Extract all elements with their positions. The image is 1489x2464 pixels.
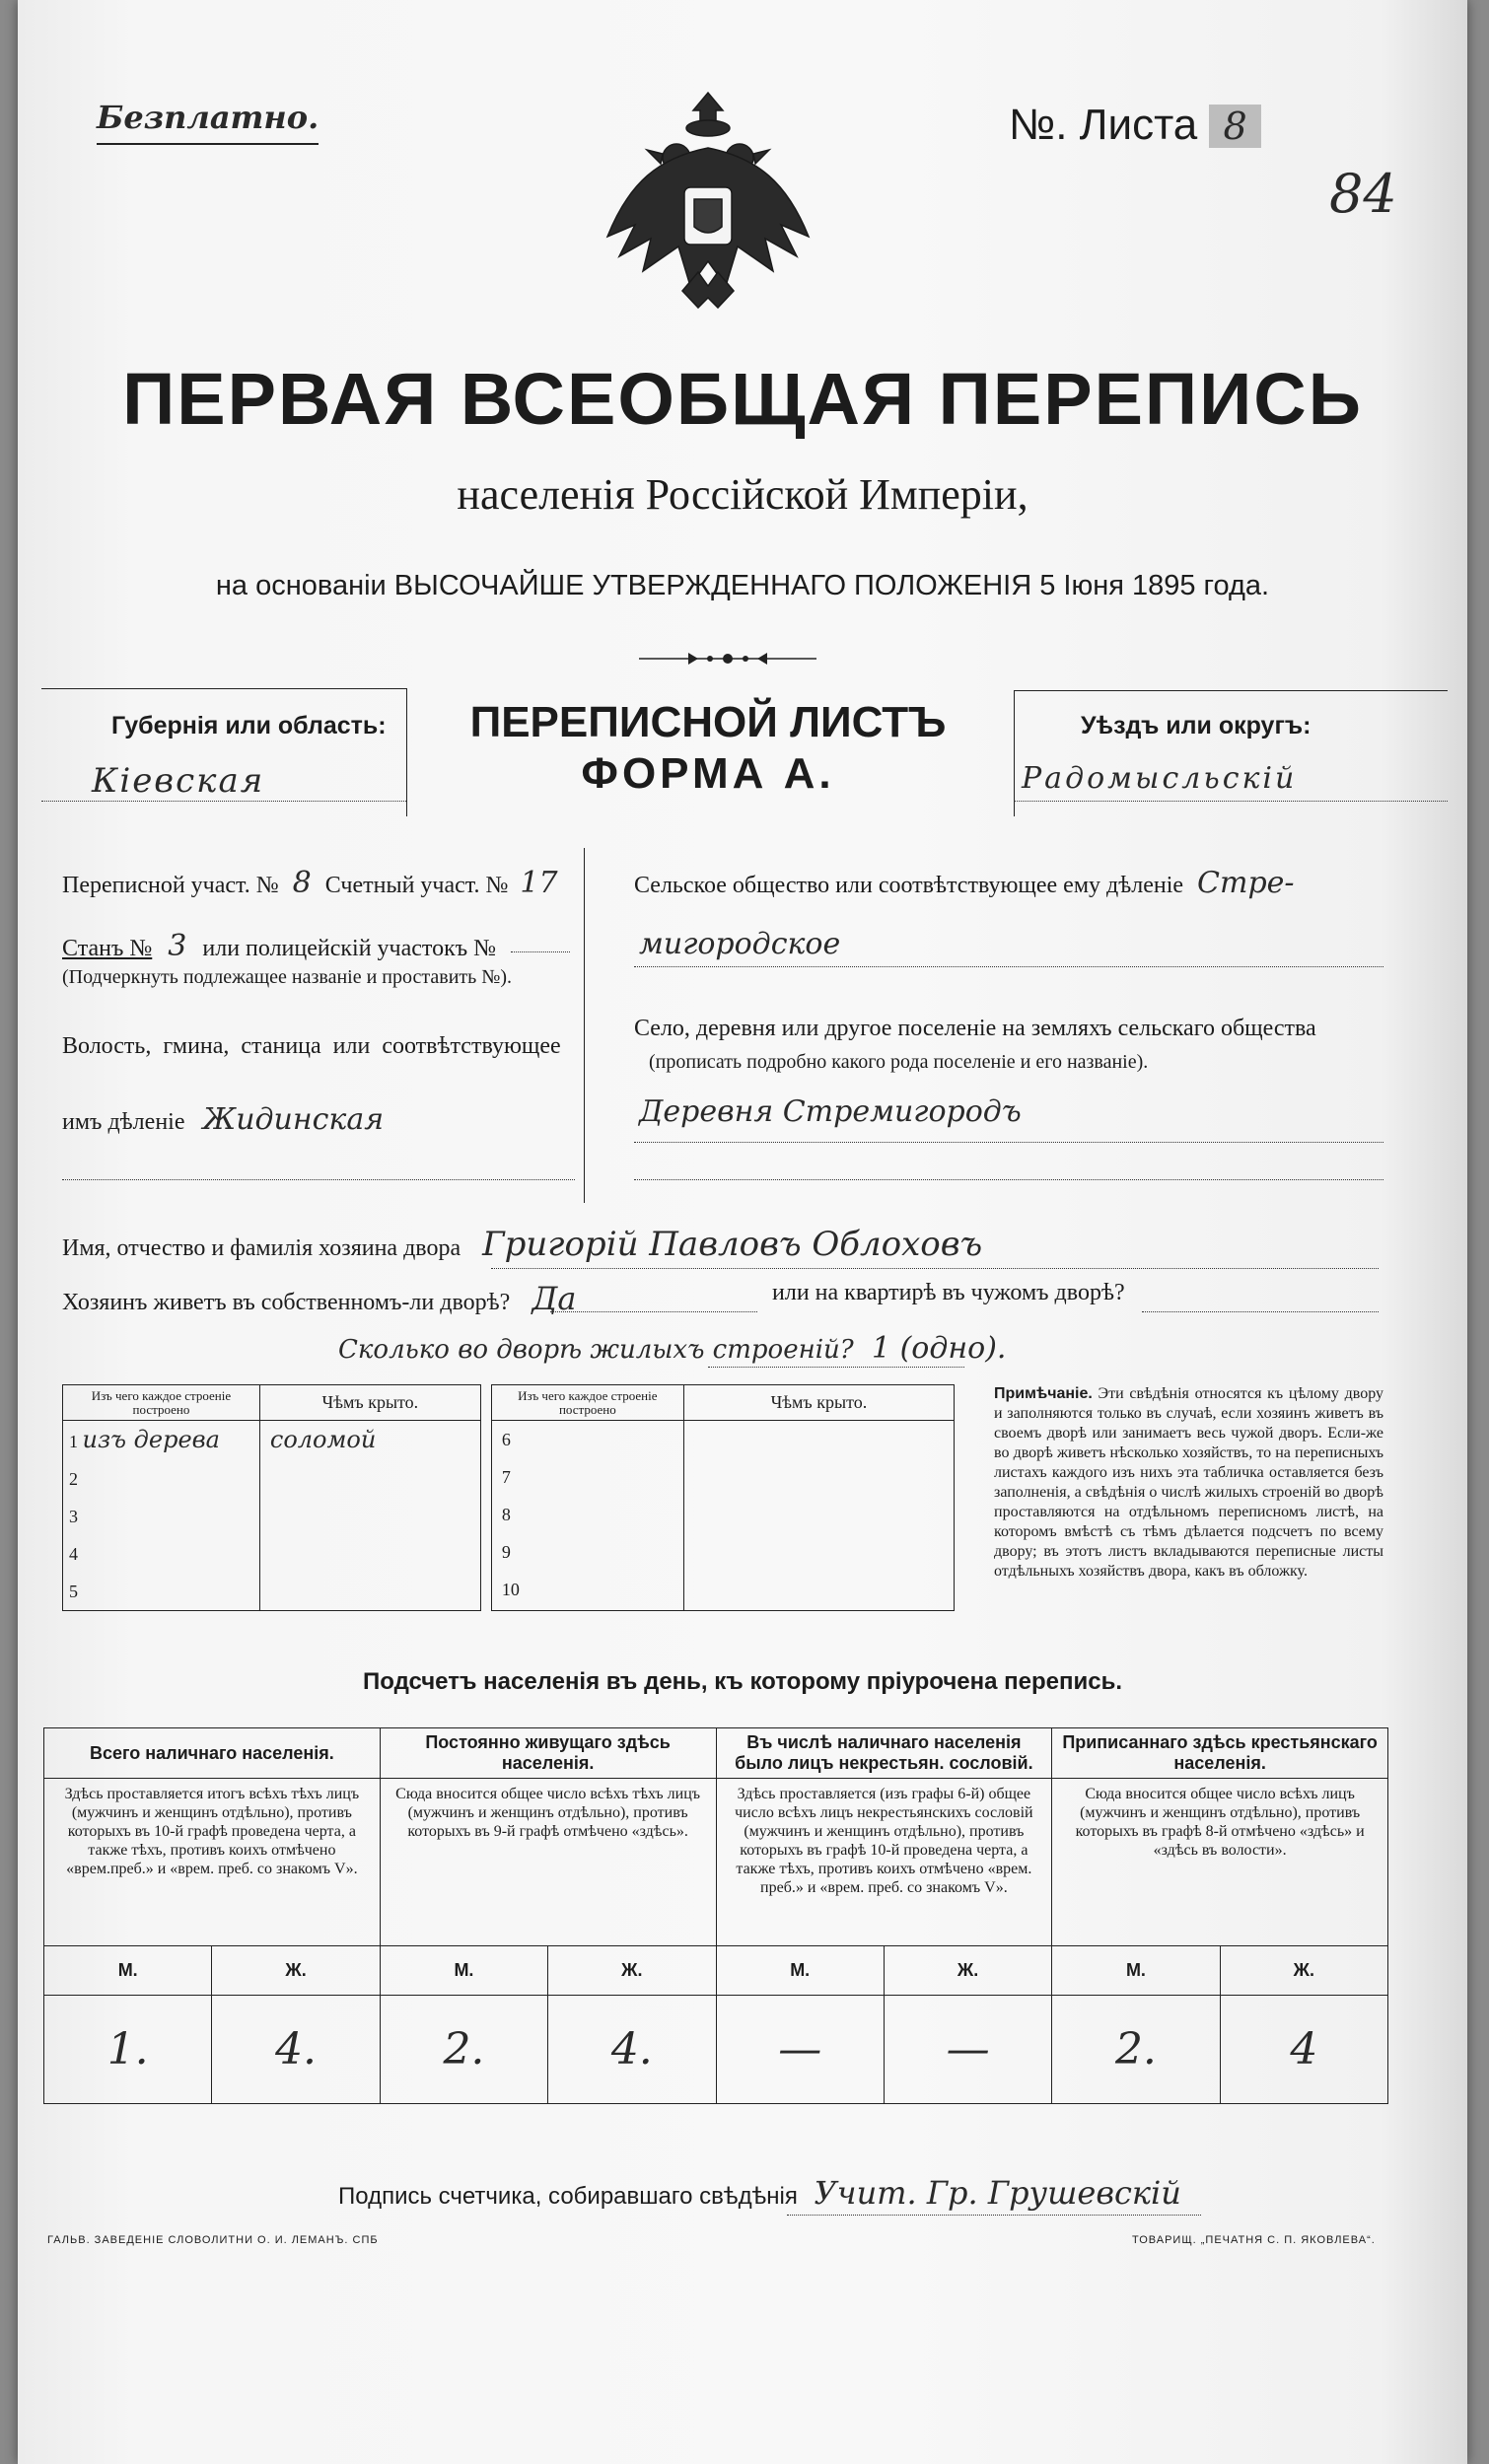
f-label: Ж. [884,1946,1051,1996]
ornament-divider-icon [639,649,816,669]
pop-col-4-desc: Сюда вносится общее число всѣхъ лицъ (мужчинъ и женщинъ отдѣльно), противъ которыхъ въ графѣ 8-й отмѣчено «здѣсь» и «здѣсь въ волости». [1052,1779,1388,1946]
coat-of-arms-icon [600,89,816,316]
table-row: 3 [69,1507,78,1526]
buildings-table [62,1384,955,1611]
row-1-material: изъ дерева [82,1426,220,1453]
own-yard-value: Да [532,1280,577,1317]
sheet-number: 8 [1209,105,1260,148]
form-title: ПЕРЕПИСНОЙ ЛИСТЪ [469,698,947,746]
free-label: Безплатно. [97,99,319,136]
volost-value: Жидинская [202,1102,385,1137]
col-roof-2: Чѣмъ крыто. [683,1385,954,1421]
society-value-1: Стре- [1197,866,1295,900]
page-subtitle: населенія Россійской Имперіи, [457,470,1028,519]
corner-number: 84 [1329,163,1397,225]
page-title: ПЕРВАЯ ВСЕОБЩАЯ ПЕРЕПИСЬ [122,358,1363,440]
signature-value: Учит. Гр. Грушевскій [814,2174,1181,2212]
note-head: Примѣчаніе. [994,1385,1093,1402]
f-label: Ж. [548,1946,716,1996]
pop-col-4-f: 4 [1220,1996,1387,2104]
form-subtitle: ФОРМА А. [581,749,835,798]
society-field: Сельское общество или соотвѣтствующее ему дѣленіе Стре- [634,866,1295,900]
footer-left: ГАЛЬВ. ЗАВЕДЕНІЕ СЛОВОЛИТНИ О. И. ЛЕМАНЪ. СПБ [47,2234,379,2246]
table-row: 7 [501,1467,511,1487]
count-area-value: 17 [520,866,558,900]
volost-label-1: Волость, гмина, станица или соотвѣтствующее [62,1033,561,1059]
m-label: М. [44,1946,212,1996]
pop-col-1-m: 1. [44,1996,212,2104]
rented-label: или на квартирѣ въ чужомъ дворѣ? [772,1280,1125,1305]
pop-col-1-f: 4. [212,1996,380,2104]
province-label: Губернія или область: [111,712,387,739]
province-value: Кіевская [92,761,265,801]
table-row: 1 изъ дерева [69,1426,220,1453]
population-heading: Подсчетъ населенія въ день, къ которому пріурочена перепись. [363,1668,1122,1695]
pop-col-4-title: Приписаннаго здѣсь крестьянскаго населенія. [1052,1728,1388,1779]
f-label: Ж. [1220,1946,1387,1996]
table-row: 2 [69,1469,78,1489]
basis-line: на основаніи ВЫСОЧАЙШЕ УТВЕРЖДЕННАГО ПОЛОЖЕНІЯ 5 Іюня 1895 года. [215,570,1270,601]
f-label: Ж. [212,1946,380,1996]
col-roof: Чѣмъ крыто. [259,1385,480,1421]
col-material: Изъ чего каждое строеніе построено [63,1385,260,1421]
census-sheet [18,0,1467,2464]
buildings-value: 1 (одно). [871,1331,1007,1366]
table-row: 5 [69,1582,78,1601]
village-note: (прописать подробно какого рода поселеніе и его названіе). [649,1051,1149,1073]
district-value: Радомысльскій [1022,761,1298,796]
village-label: Село, деревня или другое поселеніе на земляхъ сельскаго общества [634,1016,1316,1041]
district-label: Уѣздъ или округъ: [1081,712,1312,739]
signature-field: Подпись счетчика, собиравшаго свѣдѣнія Учит. Гр. Грушевскій [338,2174,1181,2212]
pop-col-3-f: — [884,1996,1051,2104]
pop-col-1-desc: Здѣсь проставляется итогъ всѣхъ тѣхъ лицъ (мужчинъ и женщинъ отдѣльно), противъ которыхъ въ 10-й графѣ проведена черта, а также тѣхъ, противъ коихъ отмѣчено «врем.преб.» и «врем. преб. со знакомъ V». [44,1779,381,1946]
society-value-2: мигородское [639,927,841,961]
stan-value: 3 [168,929,187,963]
table-row: 4 [69,1544,78,1564]
pop-col-3-desc: Здѣсь проставляется (изъ графы 6-й) общее число всѣхъ лицъ некрестьянскихъ сословій (мужчинъ и женщинъ отдѣльно), противъ которыхъ въ графѣ 10-й проведена черта, а также тѣхъ, противъ коихъ отмѣчено «врем. преб.» и «врем. преб. со знакомъ V». [716,1779,1052,1946]
stan-field: Станъ № 3 или полицейскій участокъ № [62,929,497,963]
note-block [994,1384,1383,1582]
village-value: Деревня Стремигородъ [639,1094,1022,1129]
pop-col-2-desc: Сюда вносится общее число всѣхъ тѣхъ лицъ (мужчинъ и женщинъ отдѣльно), противъ которыхъ въ 9-й графѣ отмѣчено «здѣсь». [380,1779,716,1946]
note-text: Эти свѣдѣнія относятся къ цѣлому двору и заполняются только въ случаѣ, если хозяинъ живетъ въ своемъ дворѣ или занимаетъ весь чужой дворъ. Если-же во дворѣ живетъ нѣсколько хозяйствъ, то на переписныхъ листахъ каждого изъ нихъ эта табличка оставляется безъ заполненія, а свѣдѣнія о числѣ жилыхъ строеній во дворѣ проставляются на отдѣльномъ переписномъ листѣ, на которомъ вмѣстѣ съ тѣмъ дѣлается подсчетъ по всему двору; въ этотъ листъ вкладываются переписные листы отдѣльныхъ хозяйствъ двора, какъ въ обложку. [994,1385,1384,1580]
buildings-field: Сколько во дворѣ жилыхъ строеній? 1 (одно). [338,1331,1007,1366]
table-row: 6 [501,1430,511,1449]
owner-name-value: Григорій Павловъ Облоховъ [482,1225,983,1264]
m-label: М. [716,1946,884,1996]
table-row: 8 [501,1505,511,1524]
pop-col-2-f: 4. [548,1996,716,2104]
pop-col-4-m: 2. [1052,1996,1220,2104]
table-row: 9 [501,1542,511,1562]
table-row: 10 [501,1580,520,1599]
volost-field: имъ дѣленіе Жидинская [62,1102,385,1137]
population-table [43,1727,1388,2104]
own-yard-field: Хозяинъ живетъ въ собственномъ-ли дворѣ? Да [62,1280,577,1317]
pop-col-3-title: Въ числѣ наличнаго населенія было лицъ некрестьян. сословій. [716,1728,1052,1779]
pop-col-1-title: Всего наличнаго населенія. [44,1728,381,1779]
census-area-field: Переписной участ. № 8 Счетный участ. № 17 [62,866,564,900]
pop-col-3-m: — [716,1996,884,2104]
owner-field: Имя, отчество и фамилія хозяина двора Григорій Павловъ Облоховъ [62,1225,983,1264]
m-label: М. [1052,1946,1220,1996]
pop-col-2-m: 2. [380,1996,547,2104]
row-1-roof: соломой [269,1426,377,1453]
sheet-label: №. Листа 8 [1009,101,1261,150]
col-material-2: Изъ чего каждое строеніе построено [491,1385,683,1421]
m-label: М. [380,1946,547,1996]
stan-note: (Подчеркнуть подлежащее названіе и проставить №). [62,966,512,988]
pop-col-2-title: Постоянно живущаго здѣсь населенія. [380,1728,716,1779]
census-area-value: 8 [292,866,312,900]
footer-right: ТОВАРИЩ. „ПЕЧАТНЯ С. П. ЯКОВЛЕВА“. [1132,2234,1376,2246]
